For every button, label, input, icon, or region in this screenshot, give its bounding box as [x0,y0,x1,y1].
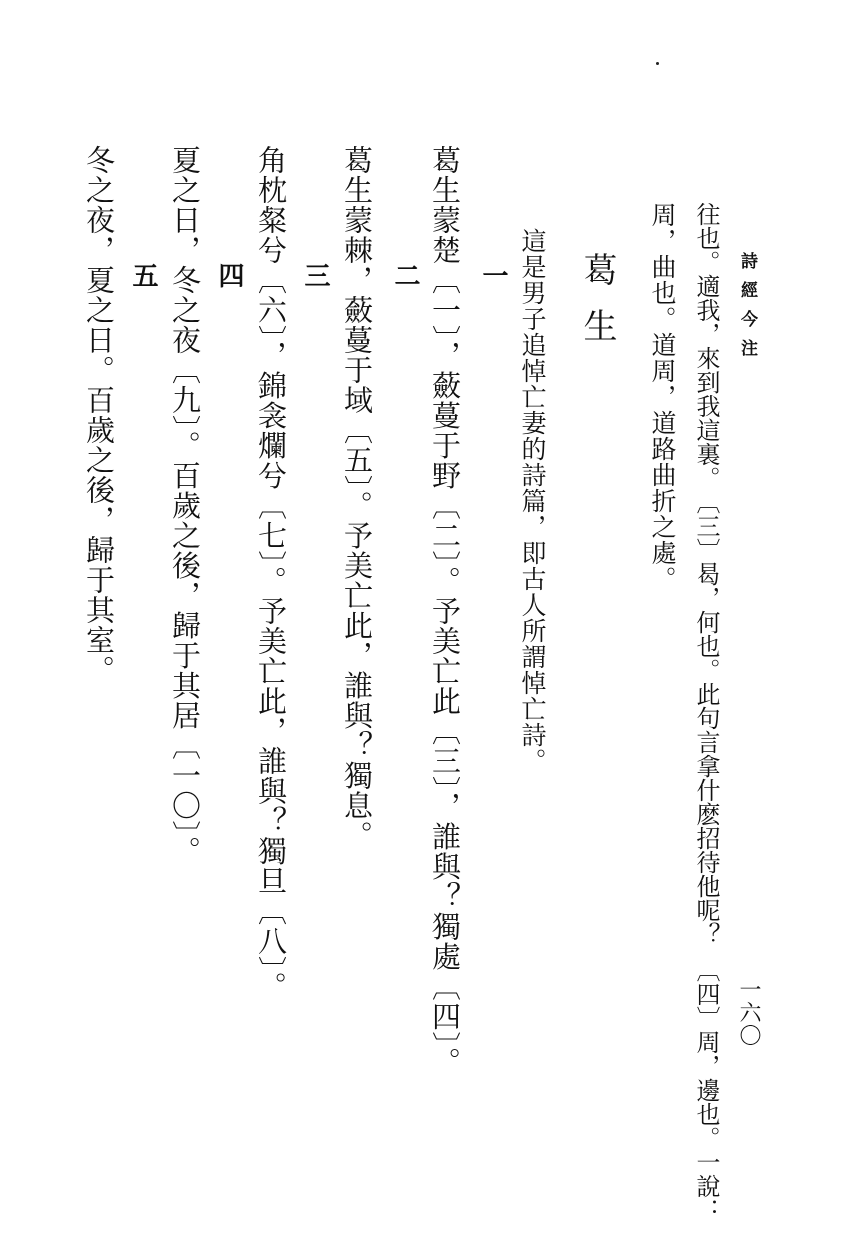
page-number: 一六〇 [736,978,761,1047]
stanza-number-1: 一 [478,262,508,288]
stanza-number-5: 五 [128,262,158,288]
poem-intro: 這是男子追悼亡妻的詩篇，即古人所謂悼亡詩。 [518,228,547,774]
running-header: 詩經今注 [737,252,757,368]
note-line-2: 周，曲也。道周，道路曲折之處。 [648,202,677,592]
stanza-number-2: 二 [390,262,420,288]
stanza-text-5: 冬之夜，夏之日。百歲之後，歸于其室。 [82,145,116,685]
stanza-number-4: 四 [214,262,244,288]
note-line-1: 往也。適我，來到我這裏。 〔三〕曷，何也。此句言拿什麽招待他呢？ 〔四〕周，邊也。一說： [692,202,720,1222]
stanza-text-4: 夏之日，冬之夜〔九〕。百歲之後，歸于其居〔一〇〕。 [168,145,202,866]
stanza-text-3: 角枕粲兮〔六〕，錦衾爛兮〔七〕。予美亡此，誰與？獨旦〔八〕。 [254,145,288,1002]
stanza-number-3: 三 [300,262,330,288]
poem-title: 葛生 [577,252,617,364]
stanza-text-2: 葛生蒙棘，蘞蔓于域〔五〕。予美亡此，誰與？獨息。 [340,145,374,851]
stray-mark [656,62,659,65]
stanza-text-1: 葛生蒙楚〔一〕，蘞蔓于野〔二〕。予美亡此〔三〕，誰與？獨處〔四〕。 [428,145,462,1077]
